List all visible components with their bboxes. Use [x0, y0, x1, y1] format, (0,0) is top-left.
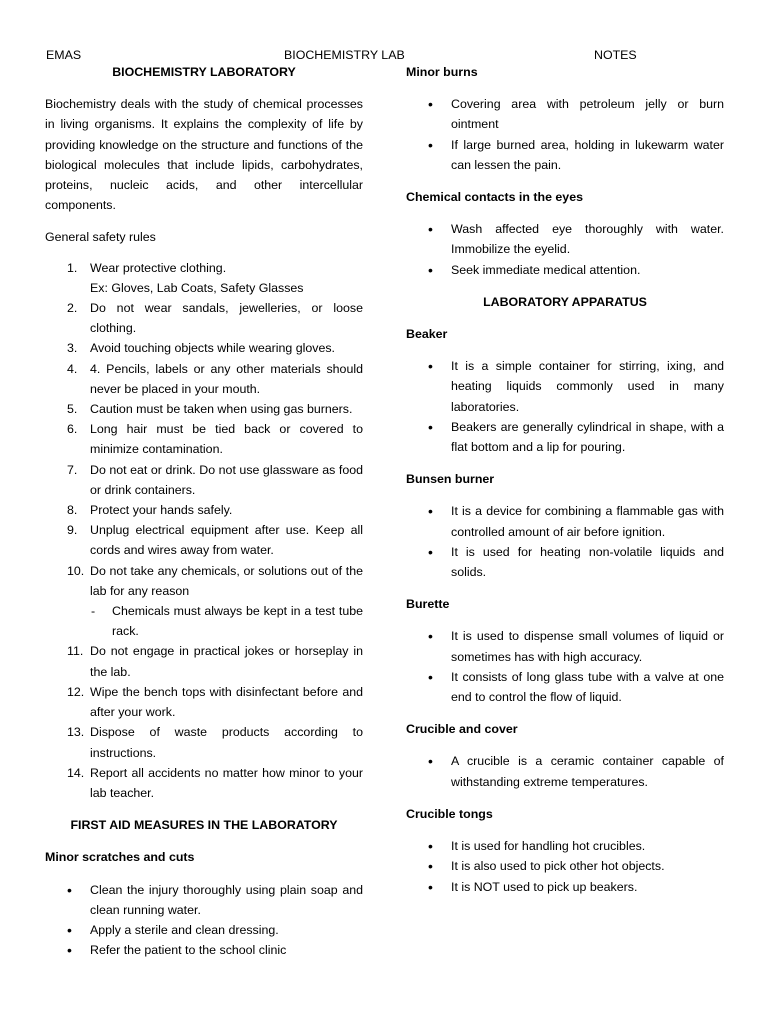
list-item: • Clean the injury thoroughly using plain soap and clean running water.	[45, 880, 363, 920]
list-item: • It is a simple container for stirring, ixing, and heating liquids commonly used in many laboratories.	[406, 356, 724, 417]
list-item	[45, 722, 363, 762]
list-item	[45, 258, 363, 298]
apparatus-title: LABORATORY APPARATUS	[483, 294, 647, 309]
rule-example: Ex: Gloves, Lab Coats, Safety Glasses	[90, 280, 304, 295]
rule-number: 10.	[67, 563, 85, 578]
bullet-icon: •	[67, 942, 72, 959]
list-item: • It is also used to pick other hot objects.	[406, 856, 724, 876]
rule-text: Do not wear sandals, jewelleries, or loose clothing.	[90, 301, 363, 336]
rule-number: 4.	[67, 361, 78, 376]
list-item: • It is used to dispense small volumes of liquid or sometimes has with high accuracy.	[406, 626, 724, 666]
list-item	[45, 419, 363, 459]
list-item	[45, 460, 363, 500]
bullet-icon: •	[67, 921, 72, 938]
bullet-icon: •	[428, 418, 433, 435]
list-item	[45, 500, 363, 520]
rule-text: Protect your hands safely.	[90, 503, 233, 518]
right-column	[406, 62, 724, 909]
bullet-icon: •	[428, 136, 433, 153]
list-item	[45, 338, 363, 358]
crucible-list	[406, 751, 724, 791]
rule-text: 4. Pencils, labels or any other materials should never be placed in your mouth.	[90, 361, 363, 396]
rule-number: 1.	[67, 260, 78, 275]
list-item	[45, 298, 363, 338]
list-item	[45, 561, 363, 601]
bullet-icon: •	[428, 628, 433, 645]
left-column	[45, 62, 363, 972]
rule-number: 6.	[67, 422, 78, 437]
list-item: • Wash affected eye thoroughly with water. Immobilize the eyelid.	[406, 219, 724, 259]
rule-text: Do not eat or drink. Do not use glassware as food or drink containers.	[90, 462, 363, 497]
list-item: • It is NOT used to pick up beakers.	[406, 877, 724, 897]
list-item	[45, 641, 363, 681]
beaker-list	[406, 356, 724, 457]
header-notes: NOTES	[594, 48, 637, 62]
rule-subnote-text: Chemicals must always be kept in a test tube rack.	[112, 604, 363, 639]
rule-text: Avoid touching objects while wearing gloves.	[90, 341, 335, 356]
rule-number: 8.	[67, 503, 78, 518]
list-item: • Covering area with petroleum jelly or burn ointment	[406, 94, 724, 134]
list-item: • A crucible is a ceramic container capable of withstanding extreme temperatures.	[406, 751, 724, 791]
bullet-icon: •	[428, 358, 433, 375]
bunsen-heading: Bunsen burner	[406, 472, 495, 487]
list-item	[45, 682, 363, 722]
eyes-list	[406, 219, 724, 280]
burns-heading: Minor burns	[406, 65, 478, 79]
list-item	[45, 520, 363, 560]
tongs-list	[406, 836, 724, 897]
eyes-heading: Chemical contacts in the eyes	[406, 190, 583, 205]
page-title: BIOCHEMISTRY LABORATORY	[112, 65, 296, 79]
beaker-heading: Beaker	[406, 327, 448, 342]
list-item: • If large burned area, holding in lukewarm water can lessen the pain.	[406, 135, 724, 175]
rule-text: Unplug electrical equipment after use. Keep all cords and wires away from water.	[90, 523, 363, 558]
list-item: • Refer the patient to the school clinic	[45, 940, 363, 960]
first-aid-title: FIRST AID MEASURES IN THE LABORATORY	[70, 818, 338, 833]
burette-heading: Burette	[406, 597, 450, 612]
bullet-icon: •	[428, 261, 433, 278]
list-item: • Beakers are generally cylindrical in shape, with a flat bottom and a lip for pouring.	[406, 417, 724, 457]
rule-number: 7.	[67, 462, 78, 477]
rule-text: Long hair must be tied back or covered to minimize contamination.	[90, 422, 363, 457]
dash-marker: -	[91, 604, 96, 619]
bullet-icon: •	[428, 753, 433, 770]
list-item: • It consists of long glass tube with a valve at one end to control the flow of liquid.	[406, 667, 724, 707]
bullet-icon: •	[67, 881, 72, 898]
bullet-icon: •	[428, 838, 433, 855]
list-item: • It is used for heating non-volatile liquids and solids.	[406, 542, 724, 582]
bullet-icon: •	[428, 96, 433, 113]
bullet-icon: •	[428, 221, 433, 238]
list-item	[45, 399, 363, 419]
crucible-heading: Crucible and cover	[406, 722, 518, 737]
rule-number: 9.	[67, 523, 78, 538]
bullet-icon: •	[428, 858, 433, 875]
list-item: • It is a device for combining a flammable gas with controlled amount of air before ignition.	[406, 501, 724, 541]
rule-number: 13.	[67, 725, 85, 740]
rule-text: Caution must be taken when using gas burners.	[90, 402, 353, 417]
scratches-list	[45, 880, 363, 961]
safety-rules-heading: General safety rules	[45, 230, 156, 245]
list-item	[45, 763, 363, 803]
list-item	[45, 359, 363, 399]
bullet-icon: •	[428, 668, 433, 685]
burns-list	[406, 94, 724, 175]
rule-number: 2.	[67, 301, 78, 316]
bunsen-list	[406, 501, 724, 582]
rule-text: Do not engage in practical jokes or horseplay in the lab.	[90, 644, 363, 679]
rule-number: 3.	[67, 341, 78, 356]
rule-text: Do not take any chemicals, or solutions out of the lab for any reason	[90, 563, 363, 598]
rule-text: Dispose of waste products according to instructions.	[90, 725, 363, 760]
header-author: EMAS	[46, 48, 82, 62]
rule-number: 14.	[67, 765, 85, 780]
list-item: • Seek immediate medical attention.	[406, 260, 724, 280]
burette-list	[406, 626, 724, 707]
rule-number: 11.	[67, 644, 84, 659]
rule-number: 5.	[67, 402, 78, 417]
rule-text: Wear protective clothing.	[90, 260, 227, 275]
bullet-icon: •	[428, 878, 433, 895]
rule-subnote	[45, 601, 363, 641]
rule-text: Wipe the bench tops with disinfectant before and after your work.	[90, 684, 363, 720]
intro-paragraph: Biochemistry deals with the study of chemical processes in living organisms. It explains the complexity of life by providing knowledge on the structure and functions of the biological molecules that include lipids, carbohydrates, proteins, nucleic acids, and other intercellular components.	[45, 97, 363, 213]
rule-text: Report all accidents no matter how minor to your lab teacher.	[90, 765, 363, 800]
header-subject: BIOCHEMISTRY LAB	[284, 48, 405, 62]
safety-rules-list	[45, 258, 363, 803]
tongs-heading: Crucible tongs	[406, 806, 493, 821]
list-item: • It is used for handling hot crucibles.	[406, 836, 724, 856]
scratches-heading: Minor scratches and cuts	[45, 850, 195, 865]
rule-number: 12.	[67, 684, 85, 699]
bullet-icon: •	[428, 543, 433, 560]
bullet-icon: •	[428, 503, 433, 520]
list-item: • Apply a sterile and clean dressing.	[45, 920, 363, 940]
